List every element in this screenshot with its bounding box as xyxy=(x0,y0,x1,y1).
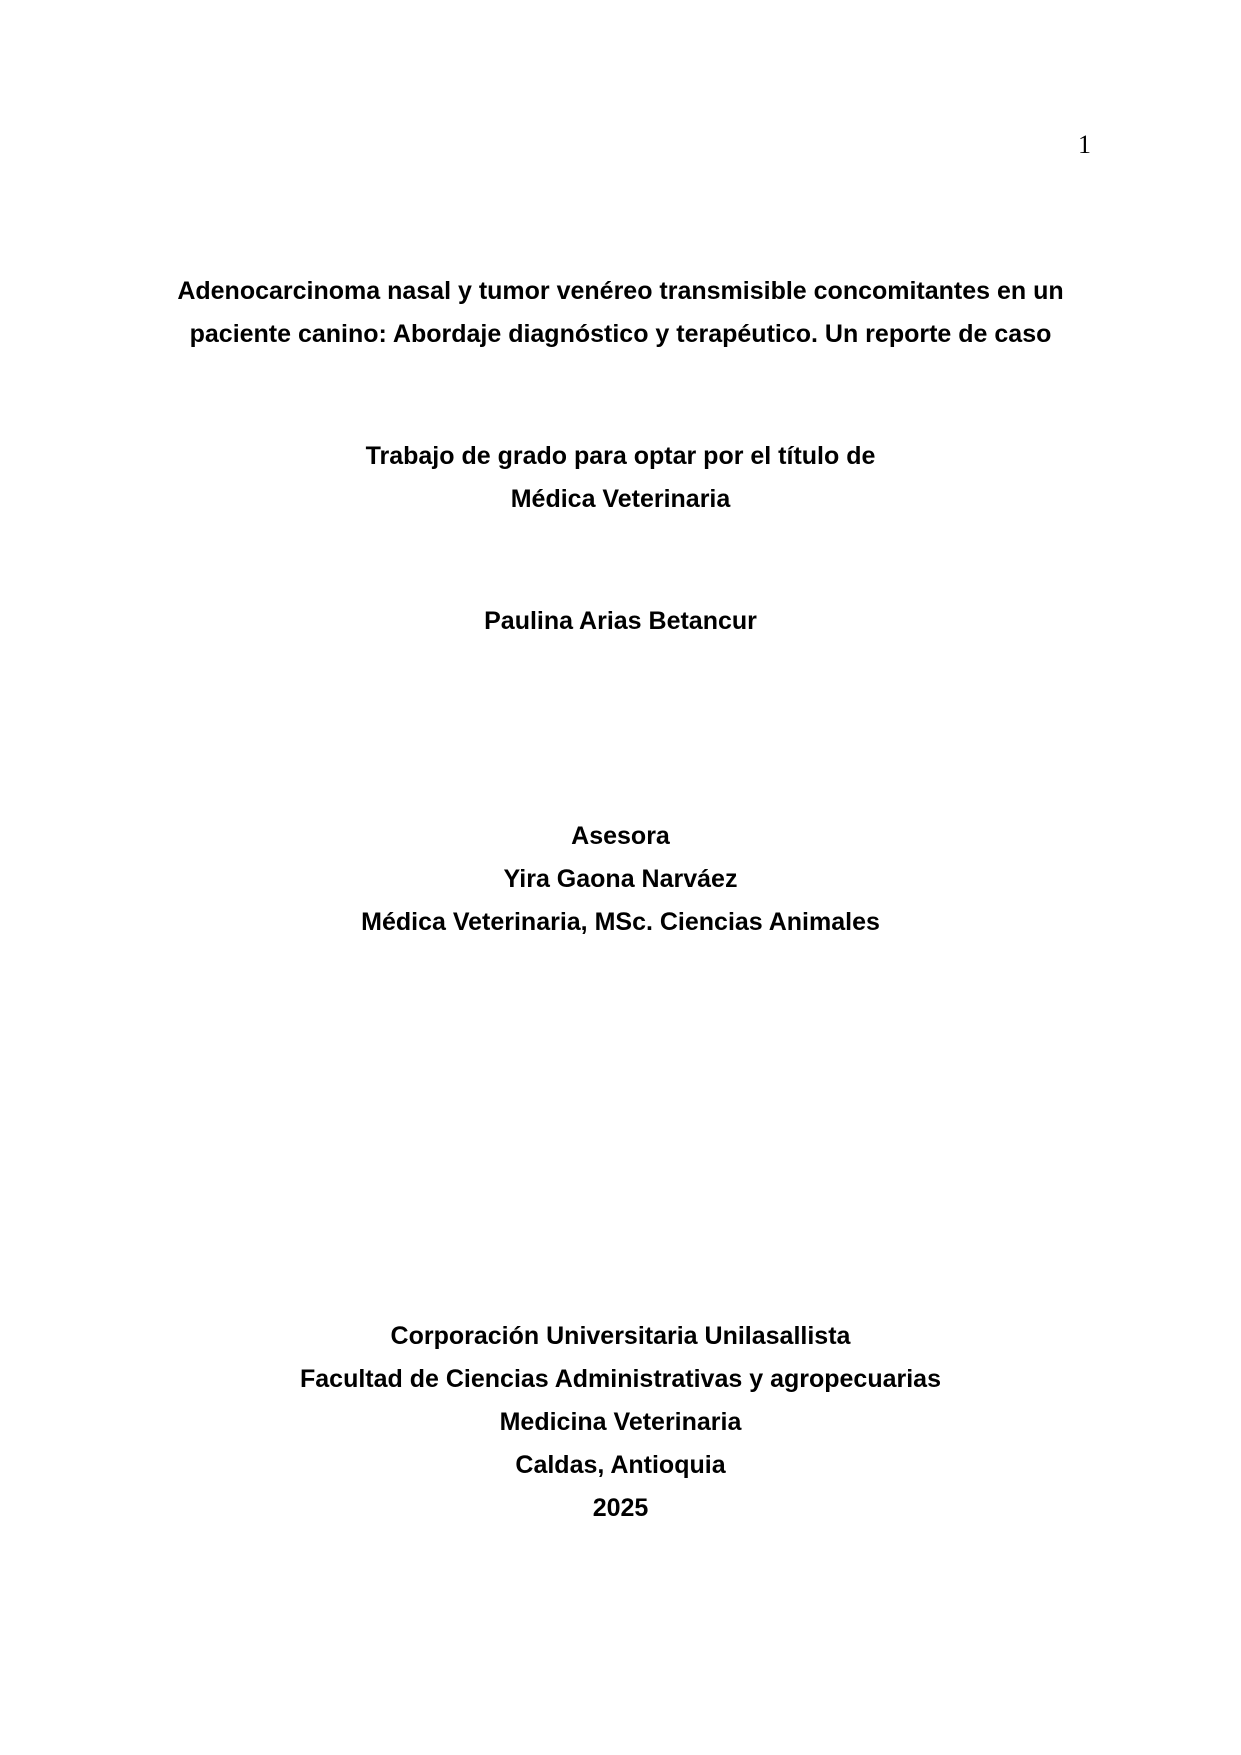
institution-program: Medicina Veterinaria xyxy=(499,1408,742,1436)
thesis-title-line-2: paciente canino: Abordaje diagnóstico y terapéutico. Un reporte de caso xyxy=(189,320,1052,348)
advisor-heading: Asesora xyxy=(571,822,670,850)
advisor-name: Yira Gaona Narváez xyxy=(503,865,738,893)
author xyxy=(150,600,1091,643)
institution-year: 2025 xyxy=(592,1494,649,1522)
page-number: 1 xyxy=(1078,130,1091,159)
institution-name: Corporación Universitaria Unilasallista xyxy=(390,1322,851,1350)
degree-statement xyxy=(150,435,1091,521)
thesis-title xyxy=(150,270,1091,356)
institution-location: Caldas, Antioquia xyxy=(515,1451,726,1479)
advisor-credentials: Médica Veterinaria, MSc. Ciencias Animales xyxy=(361,908,880,936)
degree-statement-line: Trabajo de grado para optar por el título de xyxy=(365,442,876,470)
institution-faculty: Facultad de Ciencias Administrativas y agropecuarias xyxy=(300,1365,941,1393)
author-name: Paulina Arias Betancur xyxy=(484,607,757,635)
advisor xyxy=(150,815,1091,944)
degree-name: Médica Veterinaria xyxy=(510,485,731,513)
thesis-title-line-1: Adenocarcinoma nasal y tumor venéreo transmisible concomitantes en un xyxy=(177,277,1064,305)
institution-block xyxy=(150,1315,1091,1530)
